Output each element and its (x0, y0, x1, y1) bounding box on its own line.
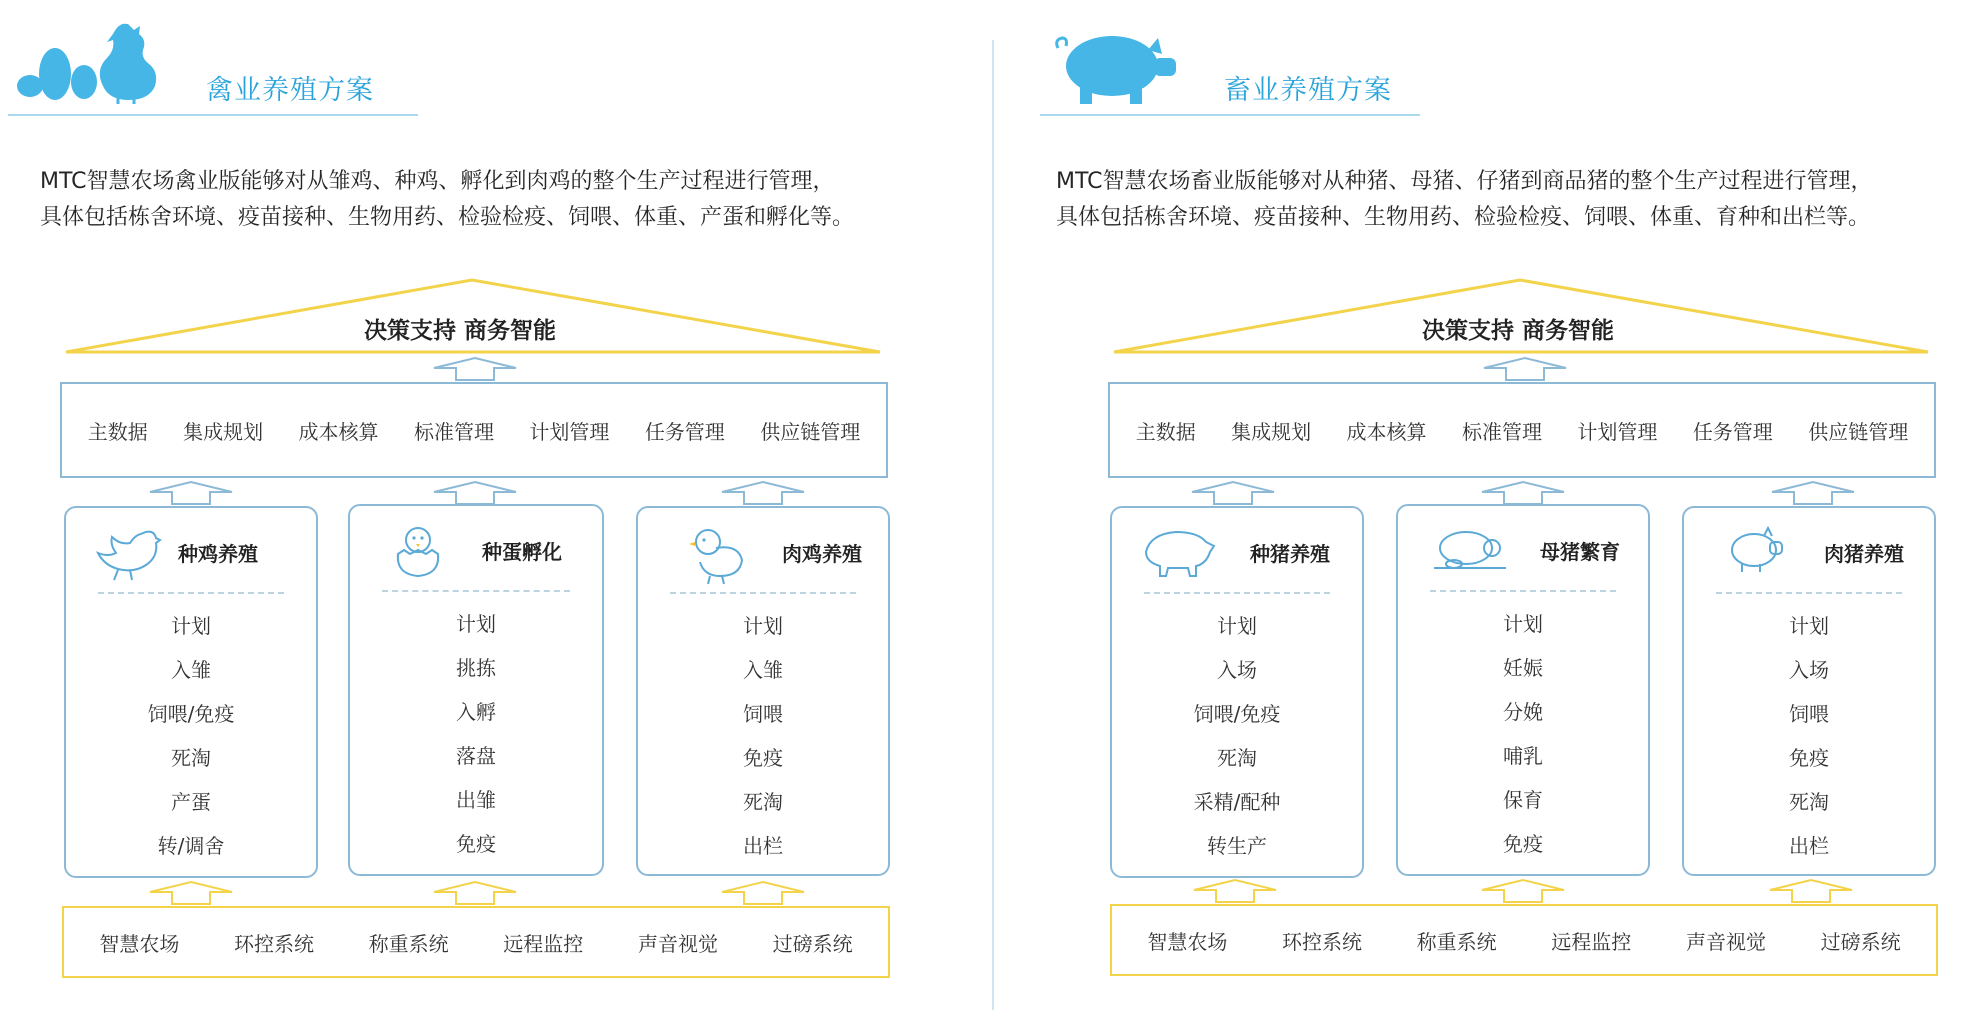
list-item: 计划 (456, 612, 496, 636)
list-item: 出栏 (1789, 834, 1829, 858)
list-item: 死淘 (1789, 790, 1829, 814)
card-breeder-pig (1110, 506, 1364, 878)
poultry-arrow-up-icon (148, 480, 234, 506)
livestock-description-line-2: 具体包括栋舍环境、疫苗接种、生物用药、检验检疫、饲喂、体重、育种和出栏等。 (1056, 205, 1871, 230)
poultry-arrow-up-icon (148, 880, 234, 906)
list-item: 饲喂 (743, 702, 783, 726)
poultry-title-underline (8, 114, 418, 116)
system-environment-control: 环控系统 (1281, 929, 1362, 954)
list-item: 死淘 (743, 790, 783, 814)
livestock-arrow-up-icon (1768, 878, 1854, 904)
poultry-arrow-up-icon (432, 480, 518, 506)
list-item: 出雏 (456, 788, 496, 812)
poultry-title: 禽业养殖方案 (206, 75, 374, 106)
list-item: 分娩 (1503, 700, 1543, 724)
module-supply-chain-management: 供应链管理 (1808, 419, 1909, 444)
chick-icon (682, 522, 754, 586)
eggs-hen-icon (8, 18, 168, 104)
module-supply-chain-management: 供应链管理 (760, 419, 861, 444)
poultry-arrow-up-icon (432, 880, 518, 906)
pig-header-icon (1052, 28, 1188, 106)
livestock-arrow-up-icon (1190, 480, 1276, 506)
list-item: 入孵 (456, 700, 496, 724)
livestock-title-underline (1040, 114, 1420, 116)
hen-icon (94, 522, 166, 582)
livestock-arrow-up-icon (1482, 356, 1568, 382)
livestock-modules-box (1108, 382, 1936, 478)
livestock-arrow-up-icon (1480, 878, 1566, 904)
card-divider (382, 590, 570, 592)
system-weighbridge: 过磅系统 (1820, 929, 1901, 954)
card-divider (1716, 592, 1902, 594)
system-remote-monitoring: 远程监控 (1551, 929, 1632, 954)
module-integrated-planning: 集成规划 (1231, 419, 1312, 444)
system-weighing: 称重系统 (368, 931, 449, 956)
system-environment-control: 环控系统 (233, 931, 314, 956)
livestock-arrow-up-icon (1480, 480, 1566, 506)
list-item: 转/调舍 (157, 834, 225, 858)
card-divider (1144, 592, 1330, 594)
list-item: 免疫 (743, 746, 783, 770)
poultry-arrow-up-icon (432, 356, 518, 382)
list-item: 死淘 (171, 746, 211, 770)
list-item: 挑拣 (456, 656, 496, 680)
card-divider (670, 592, 856, 594)
list-item: 入场 (1217, 658, 1257, 682)
sow-icon (1430, 520, 1510, 576)
list-item: 出栏 (743, 834, 783, 858)
poultry-description-line-2: 具体包括栋舍环境、疫苗接种、生物用药、检验检疫、饲喂、体重、产蛋和孵化等。 (40, 205, 855, 230)
card-title: 母猪繁育 (1540, 540, 1620, 564)
livestock-arrow-up-icon (1770, 480, 1856, 506)
module-integrated-planning: 集成规划 (183, 419, 264, 444)
list-item: 入雏 (743, 658, 783, 682)
system-audio-vision: 声音视觉 (1685, 929, 1766, 954)
list-item: 采精/配种 (1193, 790, 1281, 814)
list-item: 落盘 (456, 744, 496, 768)
panel-divider (992, 40, 994, 1010)
system-audio-vision: 声音视觉 (637, 931, 718, 956)
list-item: 哺乳 (1503, 744, 1543, 768)
list-item: 入场 (1789, 658, 1829, 682)
livestock-roof-label: 决策支持 商务智能 (1421, 318, 1614, 344)
list-item: 免疫 (456, 832, 496, 856)
card-title: 肉鸡养殖 (782, 542, 862, 566)
system-remote-monitoring: 远程监控 (503, 931, 584, 956)
list-item: 饲喂 (1789, 702, 1829, 726)
system-weighbridge: 过磅系统 (772, 931, 853, 956)
livestock-systems-box (1110, 904, 1938, 976)
module-standard-management: 标准管理 (413, 419, 494, 444)
poultry-systems-box (62, 906, 890, 978)
poultry-modules-box (60, 382, 888, 478)
card-sow-breeding (1396, 504, 1650, 876)
hatching-chick-icon (386, 520, 450, 580)
card-divider (98, 592, 284, 594)
list-item: 计划 (171, 614, 211, 638)
module-standard-management: 标准管理 (1461, 419, 1542, 444)
list-item: 饲喂/免疫 (147, 702, 235, 726)
card-title: 肉猪养殖 (1824, 542, 1904, 566)
module-plan-management: 计划管理 (1577, 419, 1658, 444)
livestock-title: 畜业养殖方案 (1224, 75, 1392, 106)
card-egg-hatching (348, 504, 604, 876)
list-item: 计划 (1789, 614, 1829, 638)
card-broiler-chicken (636, 506, 890, 876)
list-item: 计划 (743, 614, 783, 638)
poultry-arrow-up-icon (720, 880, 806, 906)
list-item: 产蛋 (171, 790, 211, 814)
module-cost-accounting: 成本核算 (1346, 419, 1427, 444)
card-divider (1430, 590, 1616, 592)
list-item: 保育 (1503, 788, 1543, 812)
card-title: 种蛋孵化 (482, 540, 562, 564)
livestock-arrow-up-icon (1192, 878, 1278, 904)
boar-icon (1138, 522, 1218, 578)
livestock-description-line-1: MTC智慧农场畜业版能够对从种猪、母猪、仔猪到商品猪的整个生产过程进行管理， (1056, 169, 1873, 194)
module-task-management: 任务管理 (644, 419, 725, 444)
list-item: 饲喂/免疫 (1193, 702, 1281, 726)
card-finishing-pig (1682, 506, 1936, 876)
list-item: 计划 (1217, 614, 1257, 638)
list-item: 免疫 (1503, 832, 1543, 856)
list-item: 转生产 (1207, 834, 1267, 858)
system-weighing: 称重系统 (1416, 929, 1497, 954)
poultry-roof-label: 决策支持 商务智能 (363, 318, 556, 344)
module-master-data: 主数据 (1135, 419, 1196, 444)
module-cost-accounting: 成本核算 (298, 419, 379, 444)
module-plan-management: 计划管理 (529, 419, 610, 444)
card-breeder-chicken (64, 506, 318, 878)
system-smart-farm: 智慧农场 (1147, 929, 1228, 954)
list-item: 免疫 (1789, 746, 1829, 770)
module-master-data: 主数据 (87, 419, 148, 444)
module-task-management: 任务管理 (1692, 419, 1773, 444)
poultry-description-line-1: MTC智慧农场禽业版能够对从雏鸡、种鸡、孵化到肉鸡的整个生产过程进行管理， (40, 169, 835, 194)
poultry-arrow-up-icon (720, 480, 806, 506)
list-item: 入雏 (171, 658, 211, 682)
system-smart-farm: 智慧农场 (99, 931, 180, 956)
card-title: 种鸡养殖 (178, 542, 258, 566)
pig-icon (1724, 522, 1788, 578)
list-item: 计划 (1503, 612, 1543, 636)
card-title: 种猪养殖 (1250, 542, 1330, 566)
list-item: 死淘 (1217, 746, 1257, 770)
list-item: 妊娠 (1503, 656, 1543, 680)
